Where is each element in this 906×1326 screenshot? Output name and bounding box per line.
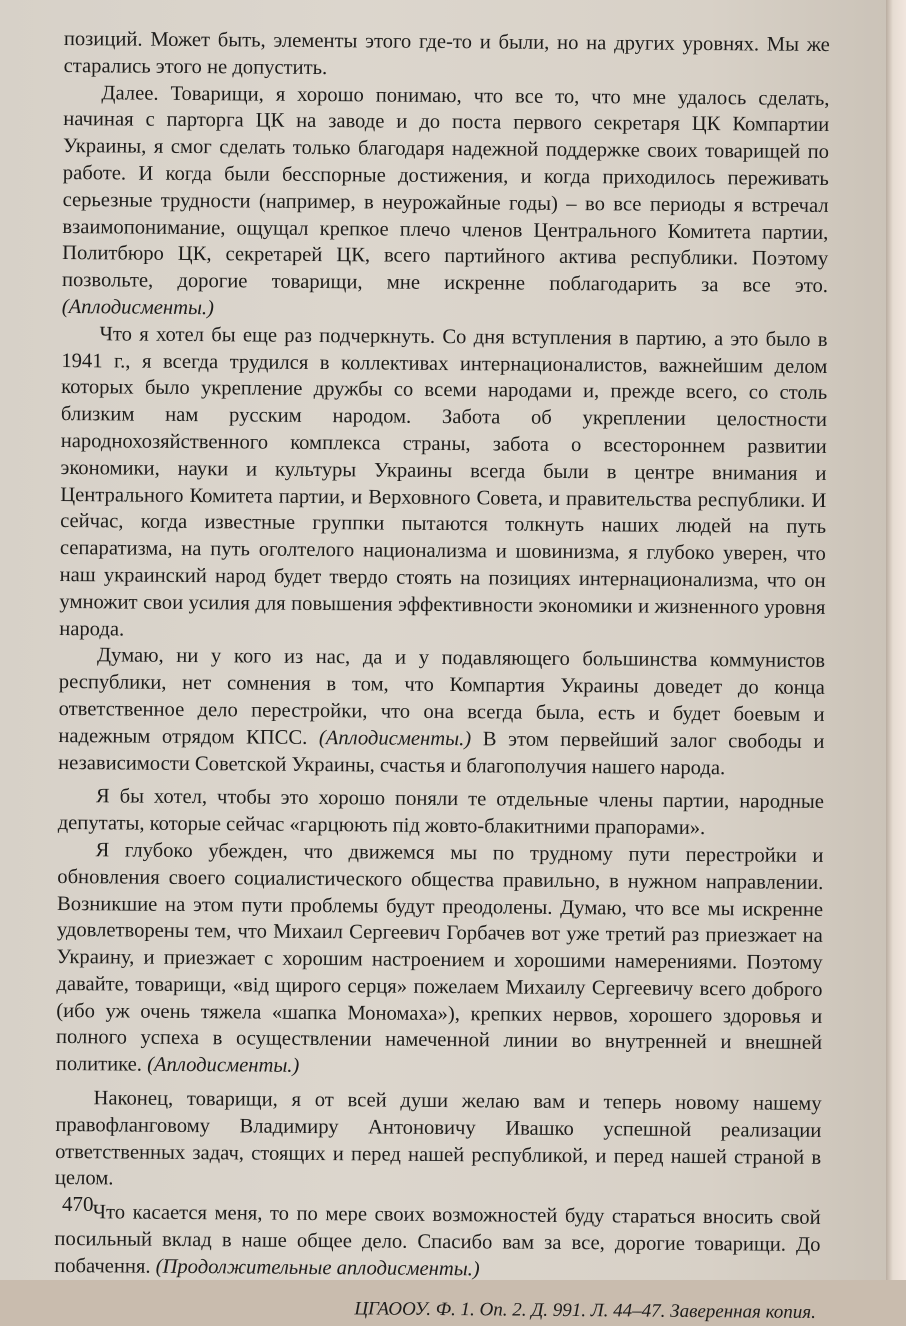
paragraph-perestroika (56, 837, 824, 1084)
paragraph-ivashko (55, 1085, 822, 1198)
paragraph-text: Я глубоко убежден, что движемся мы по трудному пути перестройки и обновления своего социалистического общества правильно, в нужном направлении. Возникшие на этом пути проблемы будут преодолены. Думаю, что все мы искренне удовлетворены тем, что Михаил Сергеевич Горбачев вот уже третий раз приезжает на Украину, и приезжает с хорошим настроением и хорошими намерениями. Поэтому давайте, товарищи, «від щирого серця» пожелаем Михаилу Сергеевичу всего доброго (ибо уж очень тяжела «шапка Мономаха»), крепких нервов, хорошего здоровья и полного успеха в осуществлении намеченной линии во внутренней и внешней политике. (55, 839, 824, 1076)
page-number: 470 (62, 1192, 94, 1216)
paragraph-text: В этом первейший залог свободы и независимости Советской Украины, счастья и благополучия нашего народа. (58, 728, 825, 779)
paragraph-text: Что я хотел бы еще раз подчеркнуть. Со дня вступления в партию, а это было в 1941 г., я всегда трудился в коллективах интернационалистов, важнейшим делом которых было укрепление дружбы со всеми народами и, прежде всего, со столь близким нам русским народом. Забота об укреплении целостности народнохозяйственного комплекса страны, забота о всестороннем развитии экономики, науки и культуры Украины всегда были в центре внимания и Центрального Комитета партии, и Верховного Совета, и правительства республики. И сейчас, когда известные группки пытаются толкнуть наших людей на путь сепаратизма, на путь оголтелого национализма и шовинизма, я глубоко уверен, что наш украинский народ будет твердо стоять на позициях интернационализма, что он умножит свои усилия для повышения эффективности экономики и жизненного уровня народа. (59, 323, 828, 641)
paragraph-text: Думаю, ни у кого из нас, да и у подавляющего большинства коммунистов республики, нет сомнения в том, что Компартия Украины доведет до конца ответственное дело перестройки, что она всегда была, есть и будет боевым и надежным отрядом КПСС. (58, 644, 826, 749)
applause-note: (Аплодисменты.) (61, 295, 215, 320)
paragraph-text: Что касается меня, то по мере своих возможностей буду стараться вносить свой посильный вклад в наше общее дело. Спасибо вам за все, дорогие товарищи. До побачення. (54, 1201, 821, 1278)
applause-note: (Аплодисменты.) (147, 1053, 300, 1078)
paragraph-text: Наконец, товарищи, я от всей души желаю вам и теперь новому нашему правофланговому Владимиру Антоновичу Ивашко успешной реализации ответственных задач, стоящих и перед нашей республикой, и перед нашей страной в целом. (54, 1087, 822, 1190)
paragraph-text: Я бы хотел, чтобы это хорошо поняли те отдельные члены партии, народные депутаты, которые сейчас «гарцюють під жовто-блакитними прапорами». (57, 785, 825, 840)
paragraph-internationalism (59, 321, 828, 649)
paragraph-text: Далее. Товарищи, я хорошо понимаю, что все то, что мне удалось сделать, начиная с парторга ЦК на заводе и до поста первого секретаря ЦК Компартии Украины, я смог сделать только благодаря надежной поддержке своих товарищей по работе. И когда были бесспорные достижения, и когда приходилось переживать серьезные трудности (например, в неурожайные годы) – во все периоды я встречал взаимопонимание, ощущал крепкое плечо членов Центрального Комитета партии, Политбюро ЦК, секретарей ЦК, всего партийного актива республики. Поэтому позвольте, дорогие товарищи, мне искренне поблагодарить за все это. (61, 81, 830, 298)
paragraph-farewell (54, 1199, 821, 1285)
archive-source: ЦГАООУ. Ф. 1. Оп. 2. Д. 991. Л. 44–47. Заверенная копия. (354, 1297, 817, 1323)
applause-note: (Аплодисменты.) (318, 726, 472, 750)
paragraph-text: позиций. Может быть, элементы этого где-то и были, но на других уровнях. Мы же старались этого не допустить. (63, 27, 830, 79)
paragraph-continuation (64, 26, 830, 86)
paragraph-party (58, 642, 825, 782)
paragraph-gratitude (62, 80, 830, 327)
book-page-edge (886, 0, 906, 1280)
document-body (54, 26, 830, 1326)
applause-note: (Продолжительные аплодисменты.) (155, 1255, 480, 1281)
paragraph-deputies (58, 783, 824, 843)
